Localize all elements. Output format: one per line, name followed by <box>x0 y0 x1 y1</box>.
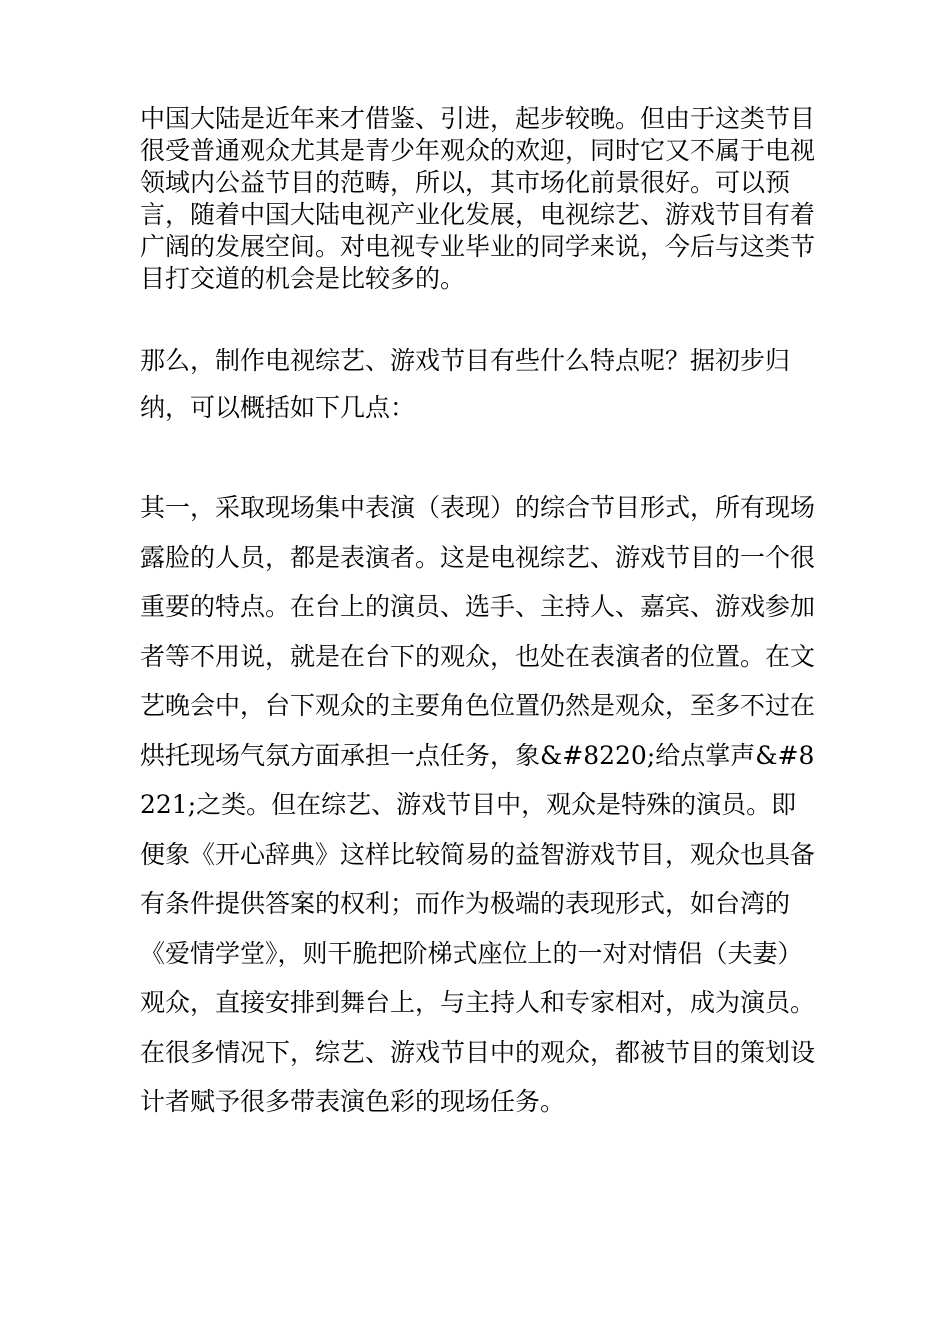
paragraph-question: 那么，制作电视综艺、游戏节目有些什么特点呢？据初步归纳，可以概括如下几点： <box>140 346 791 422</box>
paragraph-intro: 中国大陆是近年来才借鉴、引进，起步较晚。但由于这类节目很受普通观众尤其是青少年观众的欢迎，同时它又不属于电视领域内公益节目的范畴，所以，其市场化前景很好。可以预言，随着中国大陆电视产业化发展，电视综艺、游戏节目有着广阔的发展空间。对电视专业毕业的同学来说，今后与这类节目打交道的机会是比较多的。 <box>140 104 816 293</box>
paragraph-point-one: 其一，采取现场集中表演（表现）的综合节目形式，所有现场露脸的人员，都是表演者。这是电视综艺、游戏节目的一个很重要的特点。在台上的演员、选手、主持人、嘉宾、游戏参加者等不用说，就是在台下的观众，也处在表演者的位置。在文艺晚会中，台下观众的主要角色位置仍然是观众，至多不过在烘托现场气氛方面承担一点任务，象&#8220;给点掌声&#8221;之类。但在综艺、游戏节目中，观众是特殊的演员。即便象《开心辞典》这样比较简易的益智游戏节目，观众也具备有条件提供答案的权利；而作为极端的表现形式，如台湾的《爱情学堂》，则干脆把阶梯式座位上的一对对情侣（夫妻）观众，直接安排到舞台上，与主持人和专家相对，成为演员。在很多情况下，综艺、游戏节目中的观众，都被节目的策划设计者赋予很多带表演色彩的现场任务。 <box>140 493 816 1116</box>
